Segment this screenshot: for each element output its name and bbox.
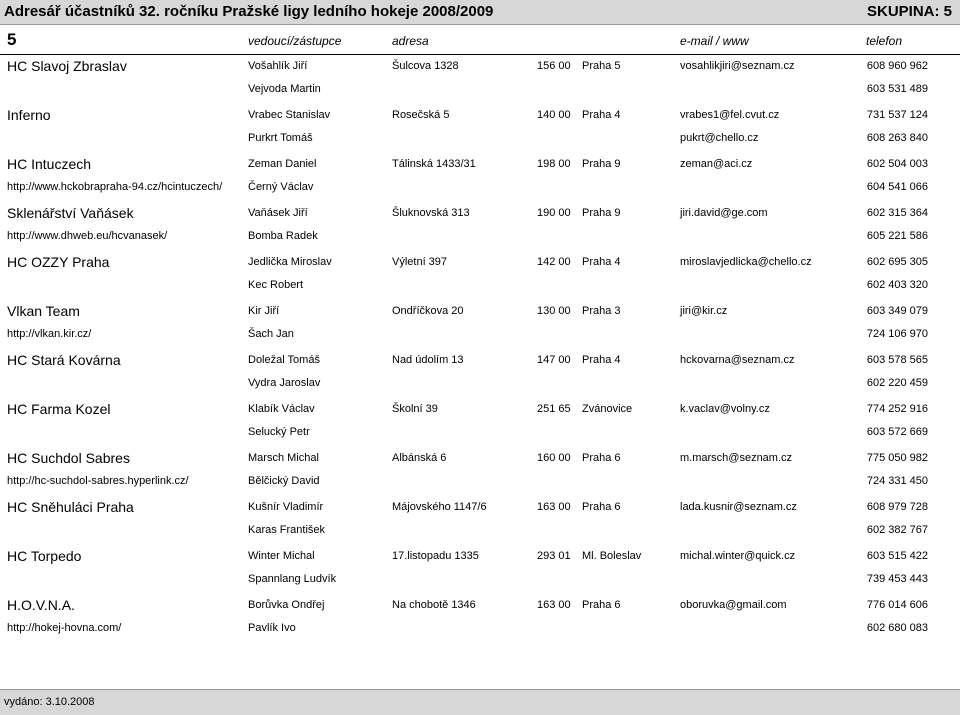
group-number: 5 <box>7 30 17 49</box>
deputy-phone: 602 382 767 <box>866 524 928 536</box>
leader-phone: 775 050 982 <box>866 452 928 464</box>
city: Praha 9 <box>582 158 621 170</box>
deputy-name: Pavlík Ivo <box>248 622 296 634</box>
deputy-name: Černý Václav <box>248 181 314 193</box>
street-address: Nad údolím 13 <box>392 354 464 366</box>
team-name: Inferno <box>7 107 51 123</box>
deputy-name: Šach Jan <box>248 328 294 340</box>
city: Praha 6 <box>582 501 621 513</box>
team-url-link[interactable]: http://hokej-hovna.com/ <box>7 622 122 634</box>
team-url-link[interactable]: http://www.dhweb.eu/hcvanasek/ <box>7 230 168 242</box>
leader-phone: 603 515 422 <box>866 550 928 562</box>
leader-email-link[interactable]: vrabes1@fel.cvut.cz <box>680 109 780 121</box>
leader-phone: 731 537 124 <box>866 109 928 121</box>
team-block <box>0 446 960 495</box>
leader-email-link[interactable]: k.vaclav@volny.cz <box>680 403 770 415</box>
team-name: HC OZZY Praha <box>7 254 110 270</box>
leader-name: Winter Michal <box>248 550 315 562</box>
postal-code: 293 01 <box>537 550 571 562</box>
leader-phone: 776 014 606 <box>866 599 928 611</box>
deputy-name: Purkrt Tomáš <box>248 132 313 144</box>
group-label: SKUPINA: 5 <box>866 3 952 20</box>
column-header <box>0 28 960 55</box>
col-address-header: adresa <box>392 34 429 48</box>
leader-name: Doležal Tomáš <box>248 354 320 366</box>
team-block <box>0 250 960 299</box>
team-name: HC Sněhuláci Praha <box>7 499 134 515</box>
leader-phone: 608 979 728 <box>866 501 928 513</box>
city: Zvánovice <box>582 403 633 415</box>
deputy-email-link[interactable]: pukrt@chello.cz <box>680 132 759 144</box>
leader-name: Borůvka Ondřej <box>248 599 325 611</box>
postal-code: 198 00 <box>537 158 571 170</box>
leader-phone: 602 695 305 <box>866 256 928 268</box>
postal-code: 156 00 <box>537 60 571 72</box>
team-block <box>0 201 960 250</box>
team-block <box>0 54 960 103</box>
leader-name: Vošahlík Jiří <box>248 60 308 72</box>
street-address: Ondříčkova 20 <box>392 305 464 317</box>
city: Praha 9 <box>582 207 621 219</box>
deputy-name: Bomba Radek <box>248 230 318 242</box>
leader-phone: 603 349 079 <box>866 305 928 317</box>
city: Praha 6 <box>582 599 621 611</box>
leader-email-link[interactable]: zeman@aci.cz <box>680 158 753 170</box>
deputy-phone: 604 541 066 <box>866 181 928 193</box>
postal-code: 163 00 <box>537 501 571 513</box>
team-block <box>0 299 960 348</box>
deputy-name: Karas František <box>248 524 326 536</box>
team-name: H.O.V.N.A. <box>7 597 75 613</box>
team-url-link[interactable]: http://hc-suchdol-sabres.hyperlink.cz/ <box>7 475 189 487</box>
deputy-phone: 605 221 586 <box>866 230 928 242</box>
deputy-name: Spannlang Ludvík <box>248 573 337 585</box>
street-address: 17.listopadu 1335 <box>392 550 479 562</box>
team-url-link[interactable]: http://vlkan.kir.cz/ <box>7 328 92 340</box>
city: Praha 4 <box>582 109 621 121</box>
team-block <box>0 103 960 152</box>
postal-code: 190 00 <box>537 207 571 219</box>
deputy-name: Vydra Jaroslav <box>248 377 321 389</box>
leader-name: Vaňásek Jiří <box>248 207 308 219</box>
col-phone-header: telefon <box>866 34 903 48</box>
leader-email-link[interactable]: jiri@kir.cz <box>680 305 728 317</box>
city: Praha 3 <box>582 305 621 317</box>
team-block <box>0 593 960 642</box>
postal-code: 130 00 <box>537 305 571 317</box>
deputy-phone: 603 531 489 <box>866 83 928 95</box>
leader-email-link[interactable]: michal.winter@quick.cz <box>680 550 796 562</box>
team-block <box>0 544 960 593</box>
postal-code: 251 65 <box>537 403 571 415</box>
city: Praha 5 <box>582 60 621 72</box>
deputy-phone: 724 106 970 <box>866 328 928 340</box>
city: Praha 4 <box>582 354 621 366</box>
street-address: Šulcova 1328 <box>392 60 459 72</box>
title-bar <box>0 0 960 25</box>
postal-code: 163 00 <box>537 599 571 611</box>
deputy-phone: 603 572 669 <box>866 426 928 438</box>
leader-phone: 602 315 364 <box>866 207 928 219</box>
street-address: Tálinská 1433/31 <box>392 158 476 170</box>
leader-phone: 774 252 916 <box>866 403 928 415</box>
street-address: Májovského 1147/6 <box>392 501 487 513</box>
leader-name: Zeman Daniel <box>248 158 317 170</box>
deputy-phone: 602 403 320 <box>866 279 928 291</box>
leader-email-link[interactable]: m.marsch@seznam.cz <box>680 452 793 464</box>
col-email-header: e-mail / www <box>680 34 749 48</box>
leader-phone: 608 960 962 <box>866 60 928 72</box>
postal-code: 140 00 <box>537 109 571 121</box>
leader-email-link[interactable]: lada.kusnir@seznam.cz <box>680 501 797 513</box>
leader-name: Vrabec Stanislav <box>248 109 331 121</box>
issued-date: vydáno: 3.10.2008 <box>4 696 95 708</box>
street-address: Albánská 6 <box>392 452 447 464</box>
postal-code: 160 00 <box>537 452 571 464</box>
deputy-name: Kec Robert <box>248 279 304 291</box>
col-person-header: vedoucí/zástupce <box>248 34 342 48</box>
deputy-phone: 739 453 443 <box>866 573 928 585</box>
leader-email-link[interactable]: miroslavjedlicka@chello.cz <box>680 256 812 268</box>
team-name: HC Farma Kozel <box>7 401 111 417</box>
team-name: HC Stará Kovárna <box>7 352 121 368</box>
street-address: Šluknovská 313 <box>392 207 470 219</box>
leader-name: Kušnír Vladimír <box>248 501 324 513</box>
deputy-phone: 602 680 083 <box>866 622 928 634</box>
team-block <box>0 348 960 397</box>
deputy-name: Selucký Petr <box>248 426 310 438</box>
leader-phone: 603 578 565 <box>866 354 928 366</box>
team-block <box>0 152 960 201</box>
city: Ml. Boleslav <box>582 550 642 562</box>
city: Praha 6 <box>582 452 621 464</box>
team-url-link[interactable]: http://www.hckobrapraha-94.cz/hcintuczech/ <box>7 181 223 193</box>
document-title: Adresář účastníků 32. ročníku Pražské ligy ledního hokeje 2008/2009 <box>4 3 494 20</box>
footer <box>0 689 960 715</box>
street-address: Výletní 397 <box>392 256 448 268</box>
deputy-phone: 724 331 450 <box>866 475 928 487</box>
postal-code: 147 00 <box>537 354 571 366</box>
postal-code: 142 00 <box>537 256 571 268</box>
team-name: HC Torpedo <box>7 548 82 564</box>
leader-email-link[interactable]: vosahlikjiri@seznam.cz <box>680 60 795 72</box>
team-block <box>0 397 960 446</box>
team-name: Sklenářství Vaňásek <box>7 205 134 221</box>
street-address: Na chobotě 1346 <box>392 599 476 611</box>
deputy-phone: 608 263 840 <box>866 132 928 144</box>
deputy-name: Bělčický David <box>248 475 320 487</box>
team-name: Vlkan Team <box>7 303 80 319</box>
street-address: Školní 39 <box>392 403 438 415</box>
team-name: HC Slavoj Zbraslav <box>7 58 127 74</box>
deputy-phone: 602 220 459 <box>866 377 928 389</box>
street-address: Rosečská 5 <box>392 109 450 121</box>
leader-email-link[interactable]: oboruvka@gmail.com <box>680 599 787 611</box>
leader-name: Jedlička Miroslav <box>248 256 332 268</box>
leader-name: Marsch Michal <box>248 452 319 464</box>
leader-name: Klabík Václav <box>248 403 315 415</box>
team-name: HC Suchdol Sabres <box>7 450 130 466</box>
city: Praha 4 <box>582 256 621 268</box>
team-block <box>0 495 960 544</box>
leader-email-link[interactable]: jiri.david@ge.com <box>680 207 768 219</box>
deputy-name: Vejvoda Martin <box>248 83 321 95</box>
leader-email-link[interactable]: hckovarna@seznam.cz <box>680 354 795 366</box>
leader-phone: 602 504 003 <box>866 158 928 170</box>
leader-name: Kir Jiří <box>248 305 280 317</box>
team-name: HC Intuczech <box>7 156 92 172</box>
